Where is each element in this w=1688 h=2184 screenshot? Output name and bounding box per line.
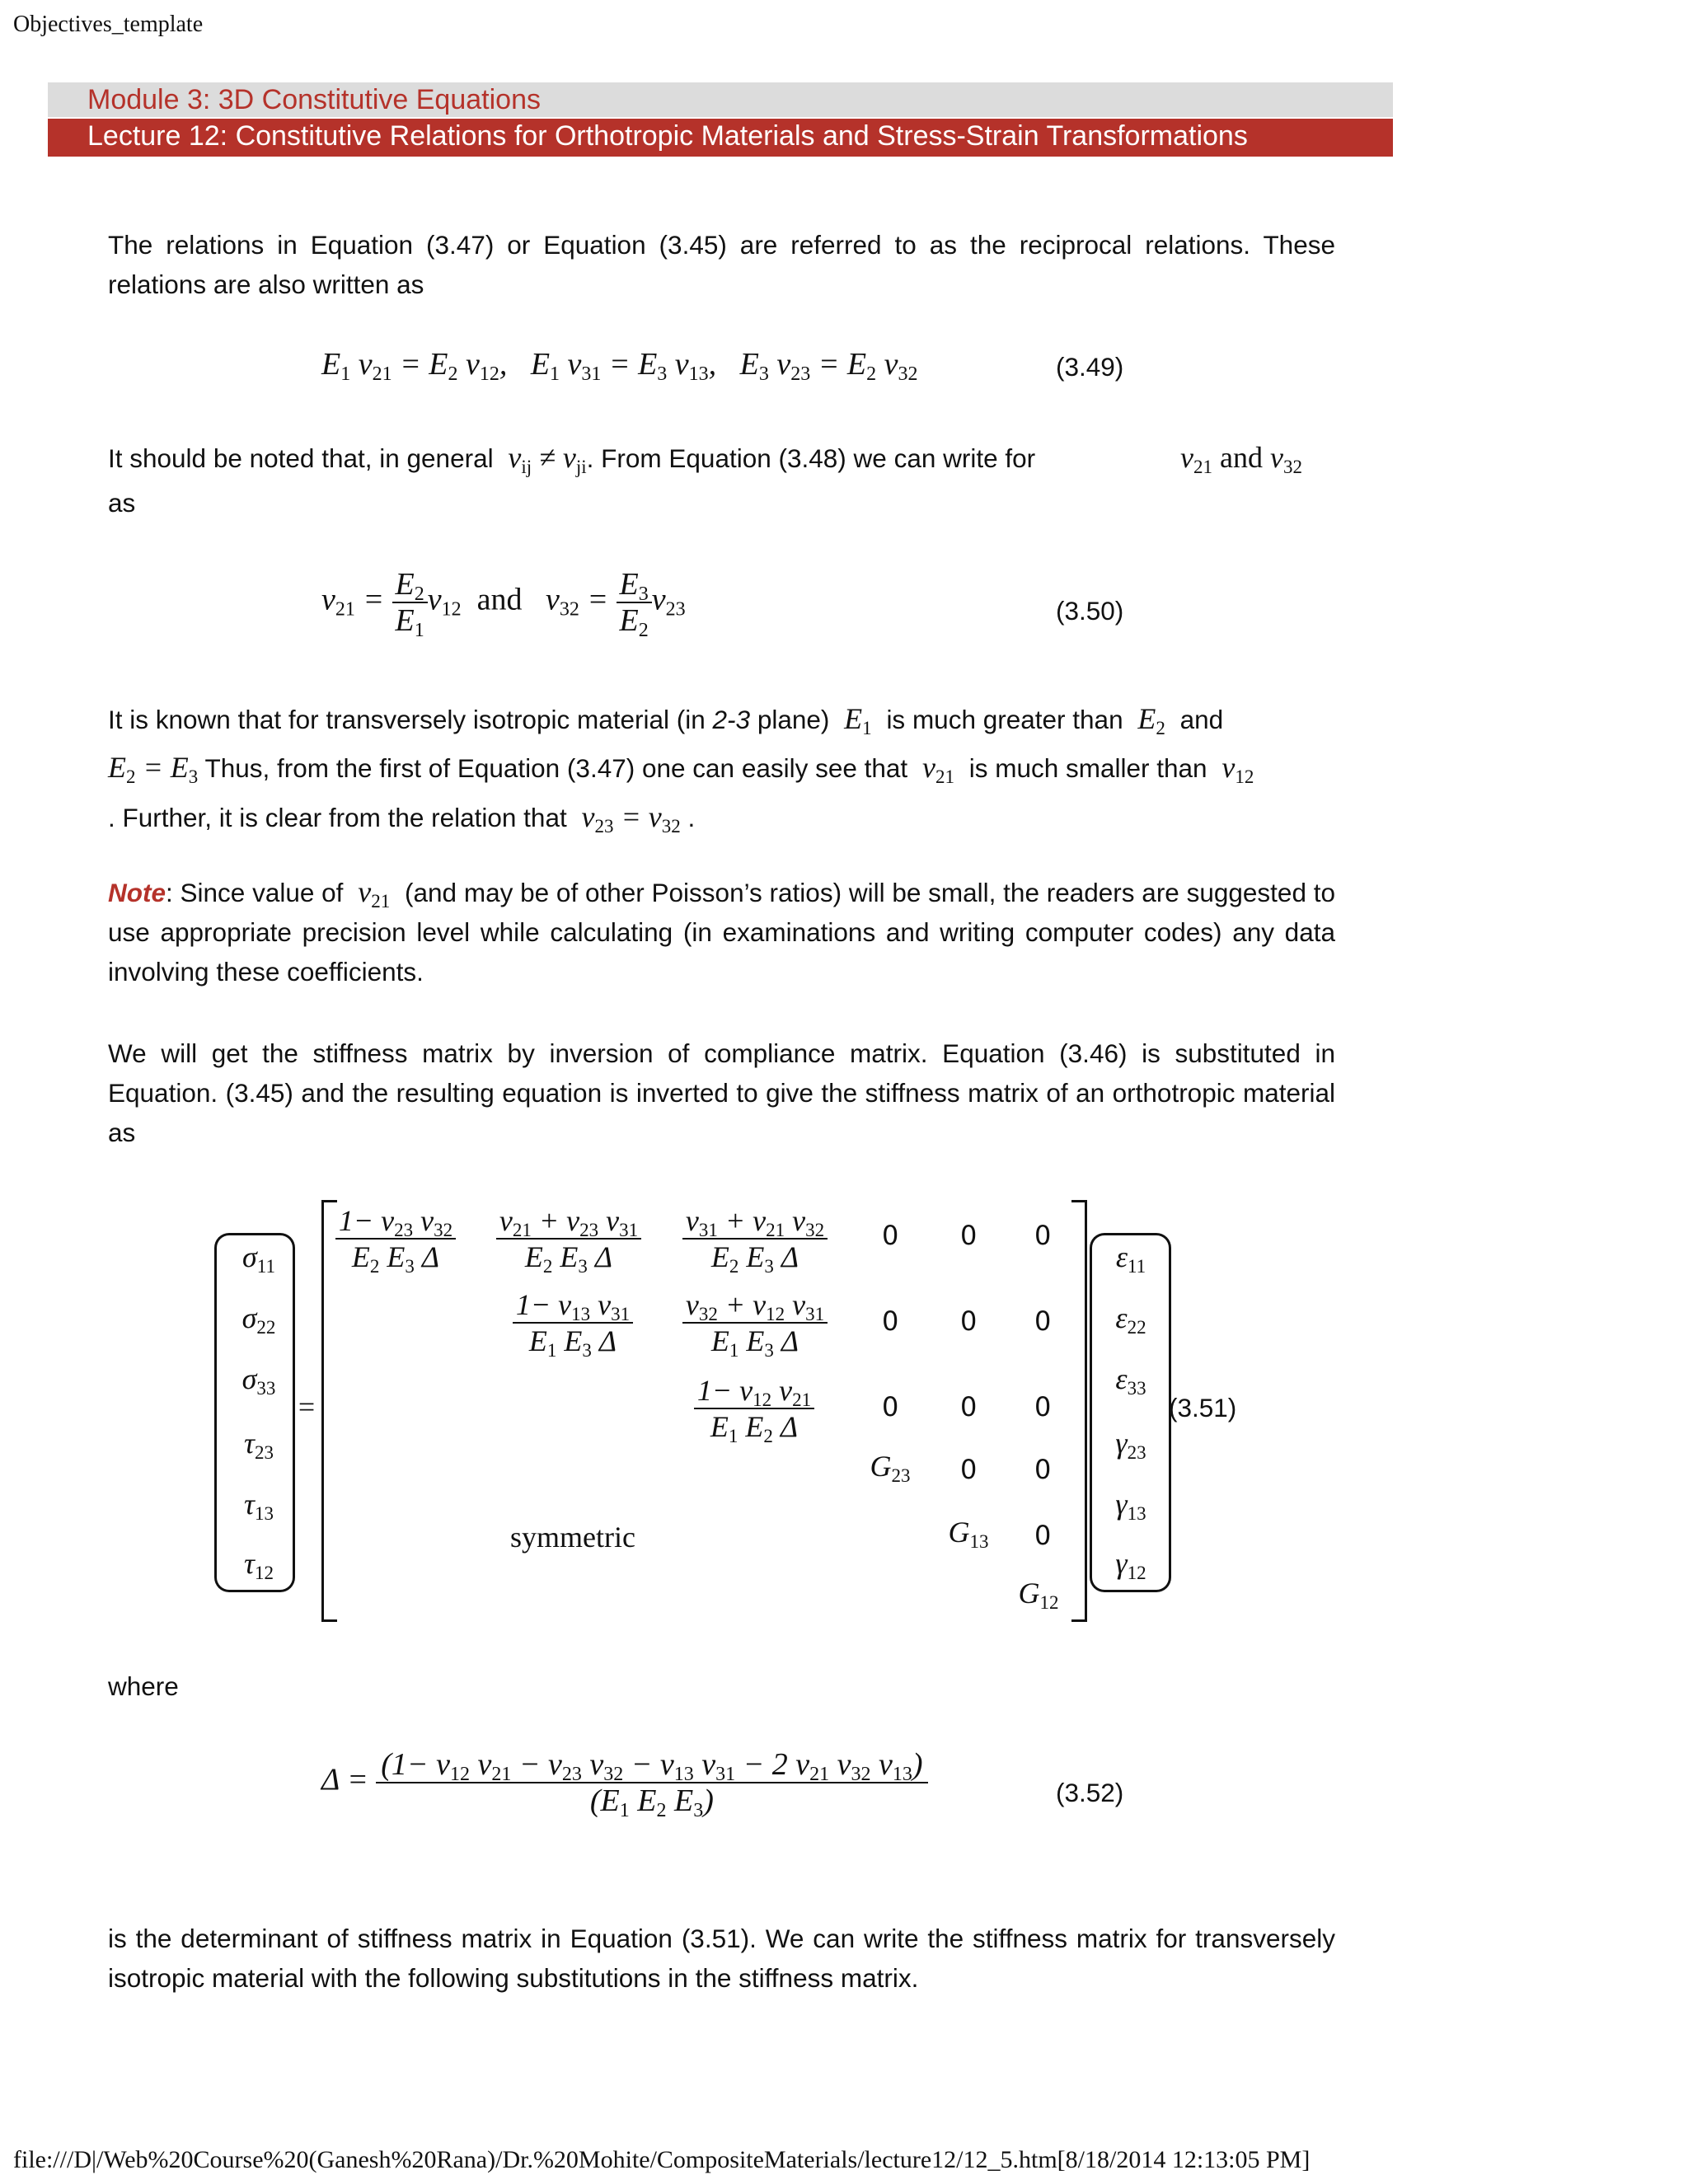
- where-label: where: [108, 1671, 179, 1701]
- matrix-zero: 0: [1034, 1391, 1052, 1422]
- matrix-zero: 0: [1034, 1220, 1052, 1251]
- paragraph-transverse-isotropy-2: [108, 750, 1335, 785]
- matrix-zero: 0: [882, 1391, 899, 1422]
- window-title: Objectives_template: [13, 12, 204, 37]
- inline-equation: $\nu_{21}$: [350, 875, 391, 912]
- note-label: Note: [108, 878, 166, 907]
- matrix-zero: 0: [1034, 1454, 1052, 1485]
- equation-3-51: [198, 1193, 1352, 1622]
- paragraph-text: We will get the stiffness matrix by inversion of compliance matrix. Equation (3.46) is substituted in Equation. (3.45) and the resulting equation is inverted to give the stiffness matrix of an orthotropic material as: [108, 1038, 1335, 1147]
- stress-vector-bracket: [243, 1233, 295, 1592]
- matrix-zero: 0: [882, 1220, 899, 1251]
- epsilon-22: $\varepsilon_{22}$: [1115, 1301, 1146, 1338]
- lecture-title: Lecture 12: Constitutive Relations for Orthotropic Materials and Stress-Strain Transformations: [87, 120, 1248, 152]
- matrix-zero: 0: [960, 1391, 978, 1422]
- paragraph-text: . Further, it is clear from the relation that: [108, 803, 567, 832]
- module-banner: [48, 82, 1393, 117]
- matrix-symmetric-label: symmetric: [510, 1521, 635, 1554]
- matrix-c13: $\frac{\nu_{31} + \nu_{21} \nu_{32}}{E_2 E_3 \Delta}$: [681, 1203, 829, 1274]
- gamma-12: $\gamma_{12}$: [1115, 1547, 1146, 1583]
- matrix-zero: 0: [1034, 1305, 1052, 1337]
- matrix-right-bracket: [1071, 1200, 1087, 1622]
- paragraph-text: : Since value of: [166, 878, 344, 907]
- inline-equation: $\nu_{23} = \nu_{32}$: [574, 800, 681, 837]
- plane-label: 2-3: [712, 705, 751, 734]
- paragraph-text: is much smaller than: [968, 753, 1207, 783]
- paragraph-determinant: [108, 1919, 1335, 1998]
- inline-equation: $E_2$: [1130, 702, 1165, 738]
- equals-sign: =: [298, 1390, 316, 1423]
- gamma-23: $\gamma_{23}$: [1115, 1427, 1146, 1463]
- connector-text: and: [476, 582, 523, 617]
- paragraph-text: plane): [757, 705, 830, 734]
- paragraph-text: Thus, from the first of Equation (3.47) one can easily see that: [204, 753, 908, 783]
- paragraph-poisson-note: [108, 440, 1035, 475]
- gamma-13: $\gamma_{13}$: [1115, 1488, 1146, 1524]
- lecture-banner: [48, 119, 1393, 157]
- tau-12: $\tau_{12}$: [244, 1547, 274, 1583]
- tau-23: $\tau_{23}$: [244, 1427, 274, 1463]
- inline-equation: $E_2 = E_3$: [108, 751, 199, 787]
- tau-13: $\tau_{13}$: [244, 1488, 274, 1524]
- sigma-22: $\sigma_{22}$: [241, 1301, 276, 1338]
- paragraph-text: It should be noted that, in general: [108, 443, 494, 473]
- paragraph-transverse-isotropy-3: . Further, it is clear from the relation that $\nu_{23} = \nu_{32}$ .: [108, 800, 696, 837]
- paragraph-text: is much greater than: [886, 705, 1123, 734]
- matrix-c33: $\frac{1- \nu_{12} \nu_{21}}{E_1 E_2 \Delta}$: [692, 1373, 816, 1444]
- matrix-g12: $G_{12}$: [1018, 1577, 1059, 1613]
- matrix-c11: $\frac{1- \nu_{23} \nu_{32}}{E_2 E_3 \Delta}$: [334, 1203, 457, 1274]
- inline-equation: $\nu_{12}$: [1214, 751, 1254, 787]
- equation-number: (3.51): [1169, 1393, 1237, 1422]
- equation-number: (3.50): [1056, 596, 1124, 626]
- equation-3-52: Δ = $\frac{(1- \nu_{12} \nu_{21} - \nu_{23} \nu_{32} - \nu_{13} \nu_{31} - 2 \nu_{21} \nu_{32} \nu_{13})}{(E_1 E_2 E_3)}$: [321, 1747, 928, 1818]
- inline-equation: $\nu_{21}$ and $\nu_{32}$: [1180, 441, 1302, 477]
- paragraph-stiffness: [108, 1033, 1335, 1152]
- sigma-33: $\sigma_{33}$: [241, 1362, 276, 1399]
- inline-equation: $E_1$: [837, 702, 872, 738]
- matrix-zero: 0: [882, 1305, 899, 1337]
- note-paragraph: [108, 872, 1335, 991]
- epsilon-33: $\varepsilon_{33}$: [1115, 1362, 1146, 1399]
- matrix-zero: 0: [1034, 1520, 1052, 1551]
- matrix-c23: $\frac{\nu_{32} + \nu_{12} \nu_{31}}{E_1 E_3 \Delta}$: [681, 1287, 829, 1358]
- equation-number: (3.52): [1056, 1778, 1124, 1807]
- epsilon-11: $\varepsilon_{11}$: [1115, 1240, 1146, 1277]
- paragraph-text: is the determinant of stiffness matrix in Equation (3.51). We can write the stiffness matrix for transversely isotropic material with the following substitutions in the stiffness matrix.: [108, 1924, 1335, 1993]
- equation-number: (3.49): [1056, 352, 1124, 382]
- paragraph-text: as: [108, 488, 136, 518]
- paragraph-text: (and may be of other Poisson’s ratios) will be small, the readers are suggested to use appropriate precision level while calculating (in examinations and writing computer codes) any data involving these coefficients.: [108, 878, 1336, 987]
- paragraph-text: and: [1179, 705, 1224, 734]
- matrix-zero: 0: [960, 1305, 978, 1337]
- module-title: Module 3: 3D Constitutive Equations: [87, 84, 541, 115]
- paragraph-transverse-isotropy: [108, 701, 1335, 736]
- matrix-zero: 0: [960, 1220, 978, 1251]
- matrix-g23: $G_{23}$: [870, 1450, 911, 1486]
- matrix-g13: $G_{13}$: [948, 1516, 989, 1552]
- matrix-c22: $\frac{1- \nu_{13} \nu_{31}}{E_1 E_3 \Delta}$: [511, 1287, 635, 1358]
- matrix-zero: 0: [960, 1454, 978, 1485]
- paragraph-text: It is known that for transversely isotropic material (in: [108, 705, 706, 734]
- strain-vector-bracket: [1119, 1233, 1171, 1592]
- sigma-11: $\sigma_{11}$: [242, 1240, 275, 1277]
- connector-text: and: [1219, 441, 1263, 474]
- inline-equation: $\nu_{21}$: [914, 751, 954, 787]
- footer-file-path: file:///D|/Web%20Course%20(Ganesh%20Rana)/Dr.%20Mohite/CompositeMaterials/lecture12/12_5.htm[8/18/2014 12:13:05 PM]: [13, 2146, 1311, 2173]
- equation-3-50: $\nu_{21}$ = $\frac{E_2}{E_1}$ $\nu_{12}$ and $\nu_{32}$ = $\frac{E_3}{E_2}$ $\nu_{23}$: [321, 567, 686, 641]
- paragraph-reciprocal: [108, 225, 1335, 304]
- equation-3-49: $E_1$ $\nu_{21} = E_2$ $\nu_{12}$, $E_1$ $\nu_{31} = E_3$ $\nu_{13}$, $E_3$ $\nu_{23} = E_2$ $\nu_{32}$: [321, 347, 918, 385]
- inline-equation: $\nu_{ij} \ne \nu_{ji}$: [500, 441, 587, 477]
- matrix-c12: $\frac{\nu_{21} + \nu_{23} \nu_{31}}{E_2 E_3 \Delta}$: [495, 1203, 643, 1274]
- paragraph-text: . From Equation (3.48) we can write for: [586, 443, 1036, 473]
- paragraph-text: The relations in Equation (3.47) or Equation (3.45) are referred to as the reciprocal relations. These relations are also written as: [108, 230, 1335, 299]
